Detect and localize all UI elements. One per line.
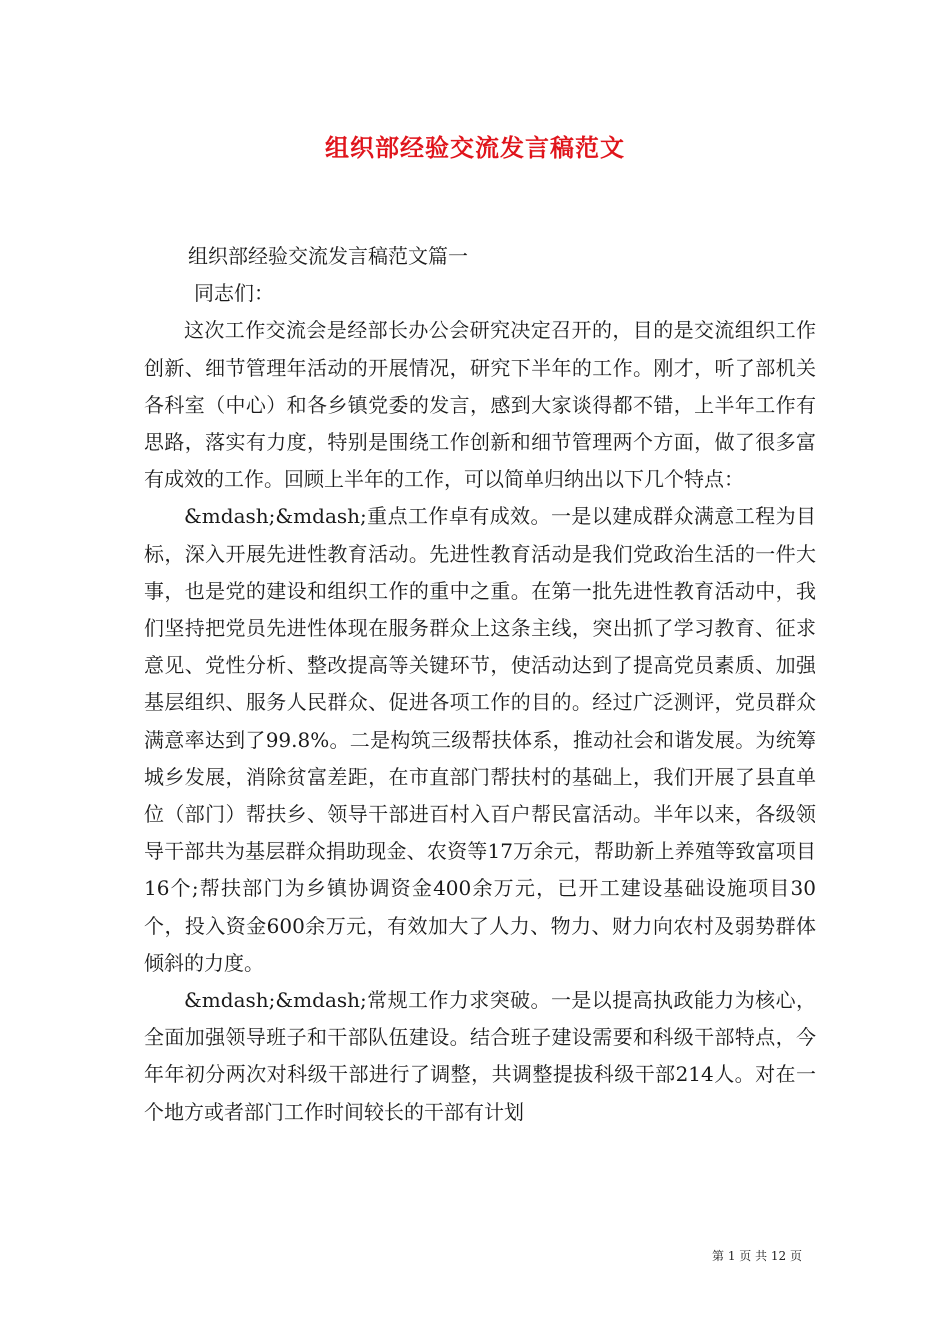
document-title: 组织部经验交流发言稿范文 bbox=[325, 133, 625, 162]
paragraph-routine-work: &mdash;&mdash;常规工作力求突破。一是以提高执政能力为核心，全面加强领导班子和干部队伍建设。结合班子建设需要和科级干部特点，今年年初分两次对科级干部进行了调整，共调整提拔科级干部214人。对在一个地方或者部门工作时间较长的干部有计划 bbox=[144, 988, 816, 1124]
paragraph-key-work: &mdash;&mdash;重点工作卓有成效。一是以建成群众满意工程为目标，深入开展先进性教育活动。先进性教育活动是我们党政治生活的一件大事，也是党的建设和组织工作的重中之重。在第一批先进性教育活动中，我们坚持把党员先进性体现在服务群众上这条主线，突出抓了学习教育、征求意见、党性分析、整改提高等关键环节，使活动达到了提高党员素质、加强基层组织、服务人民群众、促进各项工作的目的。经过广泛测评，党员群众满意率达到了99.8%。二是构筑三级帮扶体系，推动社会和谐发展。为统筹城乡发展，消除贫富差距，在市直部门帮扶村的基础上，我们开展了县直单位（部门）帮扶乡、领导干部进百村入百户帮民富活动。半年以来，各级领导干部共为基层群众捐助现金、农资等17万余元，帮助新上养殖等致富项目16个;帮扶部门为乡镇协调资金400余万元，已开工建设基础设施项目30个，投入资金600余万元，有效加大了人力、物力、财力向农村及弱势群体倾斜的力度。 bbox=[144, 504, 816, 975]
paragraph-intro: 这次工作交流会是经部长办公会研究决定召开的，目的是交流组织工作创新、细节管理年活动的开展情况，研究下半年的工作。刚才，听了部机关各科室（中心）和各乡镇党委的发言，感到大家谈得都不错，上半年工作有思路，落实有力度，特别是围绕工作创新和细节管理两个方面，做了很多富有成效的工作。回顾上半年的工作，可以简单归纳出以下几个特点： bbox=[144, 318, 816, 492]
greeting-line: 同志们： bbox=[194, 281, 274, 306]
page-number: 第 1 页 共 12 页 bbox=[712, 1249, 802, 1263]
section-heading: 组织部经验交流发言稿范文篇一 bbox=[188, 244, 468, 268]
document-body bbox=[144, 238, 816, 1131]
